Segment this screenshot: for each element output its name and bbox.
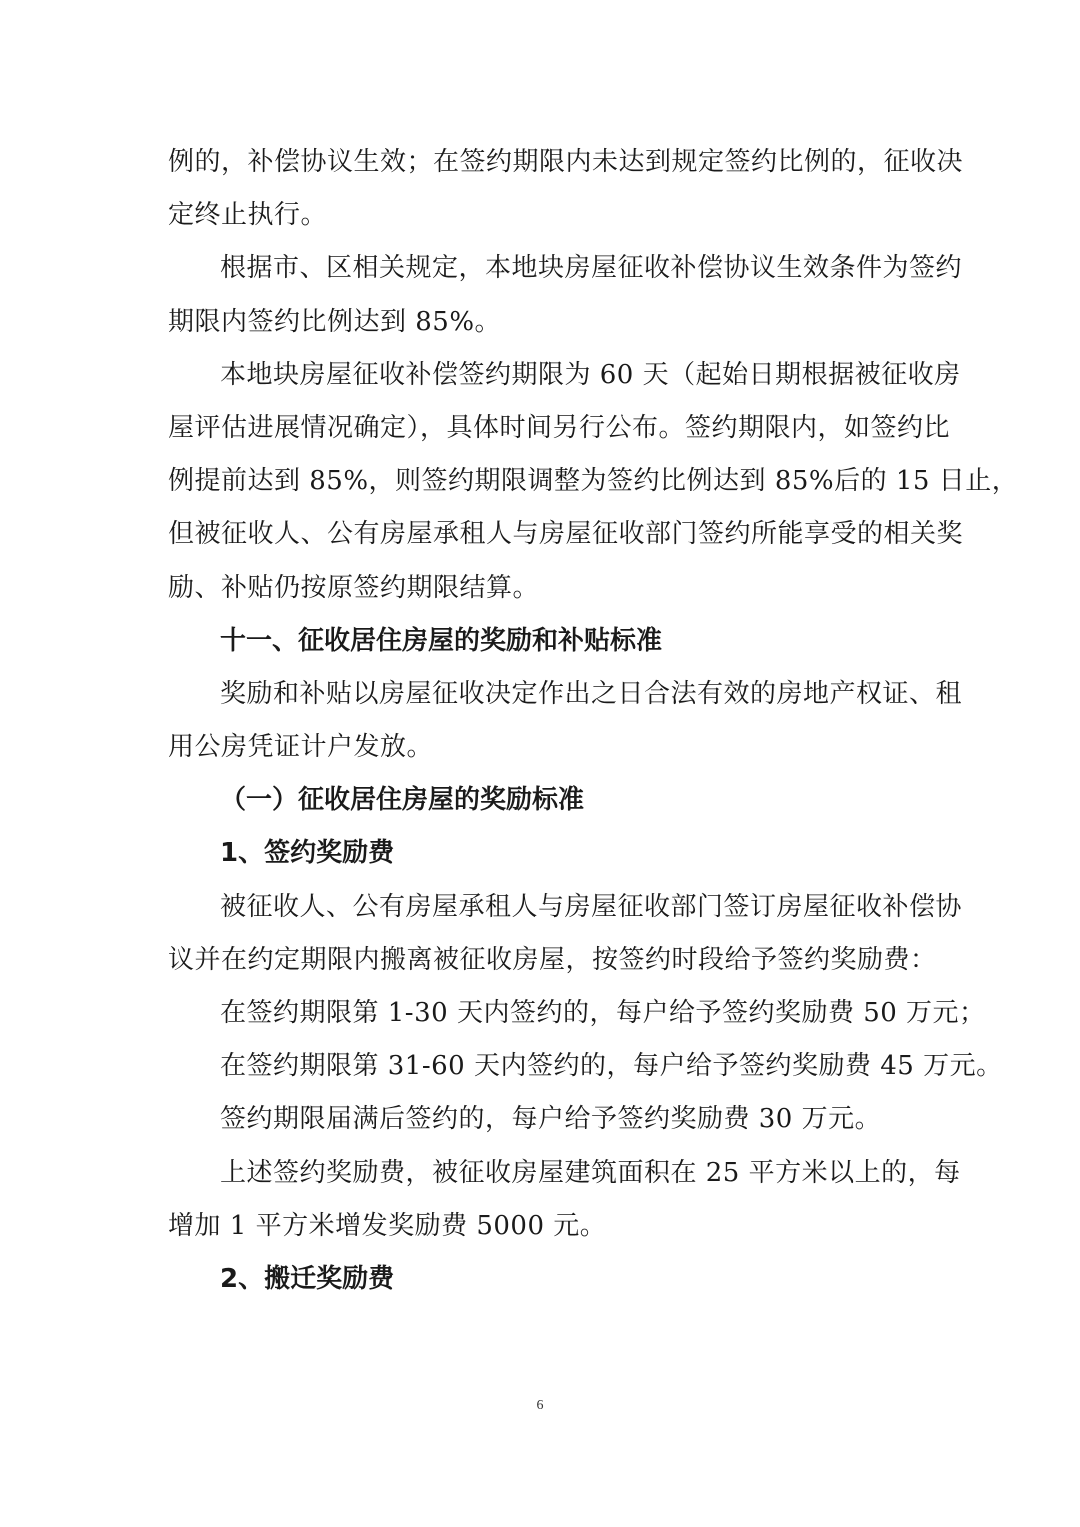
- paragraph-1-line-1: 例的，补偿协议生效；在签约期限内未达到规定签约比例的，征收决: [168, 147, 964, 177]
- page-number: 6: [536, 1398, 544, 1413]
- paragraph-2-line-1: 根据市、区相关规定，本地块房屋征收补偿协议生效条件为签约: [220, 253, 963, 284]
- paragraph-5-line-1: 被征收人、公有房屋承租人与房屋征收部门签订房屋征收补偿协: [220, 891, 963, 922]
- paragraph-5-line-2: 议并在约定期限内搬离被征收房屋，按签约时段给予签约奖励费：: [168, 944, 937, 975]
- paragraph-3-line-1: 本地块房屋征收补偿签约期限为 60 天（起始日期根据被征收房: [220, 359, 961, 390]
- paragraph-6-line-2: 增加 1 平方米增发奖励费 5000 元。: [168, 1210, 607, 1241]
- reward-line-2: 在签约期限第 31-60 天内签约的，每户给予签约奖励费 45 万元。: [220, 1051, 1003, 1082]
- reward-line-1: 在签约期限第 1-30 天内签约的，每户给予签约奖励费 50 万元；: [220, 998, 986, 1028]
- item-1-heading: 1、签约奖励费: [220, 838, 395, 869]
- item-2-heading: 2、搬迁奖励费: [220, 1263, 395, 1294]
- paragraph-6-line-1: 上述签约奖励费，被征收房屋建筑面积在 25 平方米以上的，每: [220, 1157, 961, 1188]
- section-heading: 十一、征收居住房屋的奖励和补贴标准: [220, 625, 663, 656]
- paragraph-3-line-4: 但被征收人、公有房屋承租人与房屋征收部门签约所能享受的相关奖: [168, 519, 964, 550]
- paragraph-3-line-2: 屋评估进展情况确定），具体时间另行公布。签约期限内，如签约比: [168, 412, 951, 443]
- paragraph-2-line-2: 期限内签约比例达到 85%。: [168, 306, 502, 337]
- paragraph-4-line-2: 用公房凭证计户发放。: [168, 732, 434, 763]
- document-body: [168, 136, 1019, 1306]
- paragraph-4-line-1: 奖励和补贴以房屋征收决定作出之日合法有效的房地产权证、租: [220, 678, 963, 709]
- subsection-heading: （一）征收居住房屋的奖励标准: [220, 785, 585, 816]
- paragraph-3-line-5: 励、补贴仍按原签约期限结算。: [168, 572, 540, 603]
- reward-line-3: 签约期限届满后签约的，每户给予签约奖励费 30 万元。: [220, 1104, 882, 1135]
- paragraph-3-line-3: 例提前达到 85%，则签约期限调整为签约比例达到 85%后的 15 日止，: [168, 466, 1019, 497]
- paragraph-1-line-2: 定终止执行。: [168, 200, 328, 231]
